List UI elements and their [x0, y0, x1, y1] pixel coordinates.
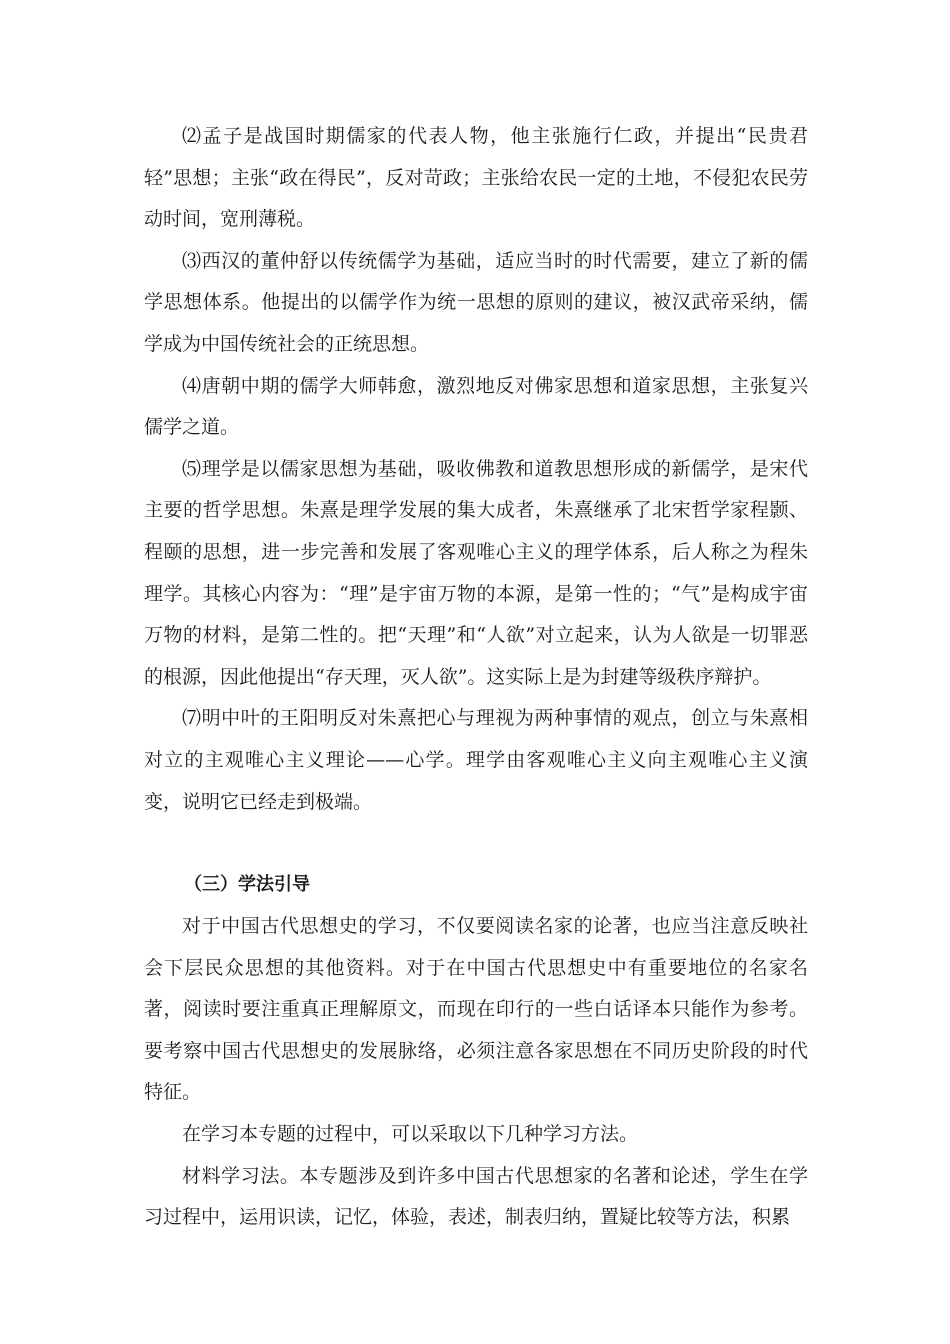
- paragraph-neo-confucianism: ⑸理学是以儒家思想为基础，吸收佛教和道教思想形成的新儒学，是宋代主要的哲学思想。朱熹是理学发展的集大成者，朱熹继承了北宋哲学家程颢、程颐的思想，进一步完善和发展了客观唯心主义的理学体系，后人称之为程朱理学。其核心内容为：“理”是宇宙万物的本源，是第一性的；“气”是构成宇宙万物的材料，是第二性的。把“天理”和“人欲”对立起来，认为人欲是一切罪恶的根源，因此他提出“存天理，灭人欲”。这实际上是为封建等级秩序辩护。: [144, 457, 808, 688]
- section-heading-study-guide: （三）学法引导: [184, 874, 310, 896]
- paragraph-dong-zhongshu: ⑶西汉的董仲舒以传统儒学为基础，适应当时的时代需要，建立了新的儒学思想体系。他提出的以儒学作为统一思想的原则的建议，被汉武帝采纳，儒学成为中国传统社会的正统思想。: [144, 249, 808, 355]
- paragraph-study-methods: 在学习本专题的过程中，可以采取以下几种学习方法。: [182, 1123, 639, 1146]
- paragraph-mencius: ⑵孟子是战国时期儒家的代表人物，他主张施行仁政，并提出“民贵君轻”思想；主张“政在得民”，反对苛政；主张给农民一定的土地，不侵犯农民劳动时间，宽刑薄税。: [144, 125, 808, 231]
- paragraph-han-yu: ⑷唐朝中期的儒学大师韩愈，激烈地反对佛家思想和道家思想，主张复兴儒学之道。: [144, 374, 808, 439]
- document-body: [144, 116, 808, 1239]
- paragraph-wang-yangming: ⑺明中叶的王阳明反对朱熹把心与理视为两种事情的观点，创立与朱熹相对立的主观唯心主义理论——心学。理学由客观唯心主义向主观唯心主义演变，说明它已经走到极端。: [144, 707, 808, 813]
- paragraph-study-intro: 对于中国古代思想史的学习，不仅要阅读名家的论著，也应当注意反映社会下层民众思想的其他资料。对于在中国古代思想史中有重要地位的名家名著，阅读时要注重真正理解原文，而现在印行的一些白话译本只能作为参考。要考察中国古代思想史的发展脉络，必须注意各家思想在不同历史阶段的时代特征。: [144, 915, 808, 1104]
- paragraph-material-method: 材料学习法。本专题涉及到许多中国古代思想家的名著和论述，学生在学习过程中，运用识读，记忆，体验，表述，制表归纳，置疑比较等方法，积累: [144, 1164, 808, 1229]
